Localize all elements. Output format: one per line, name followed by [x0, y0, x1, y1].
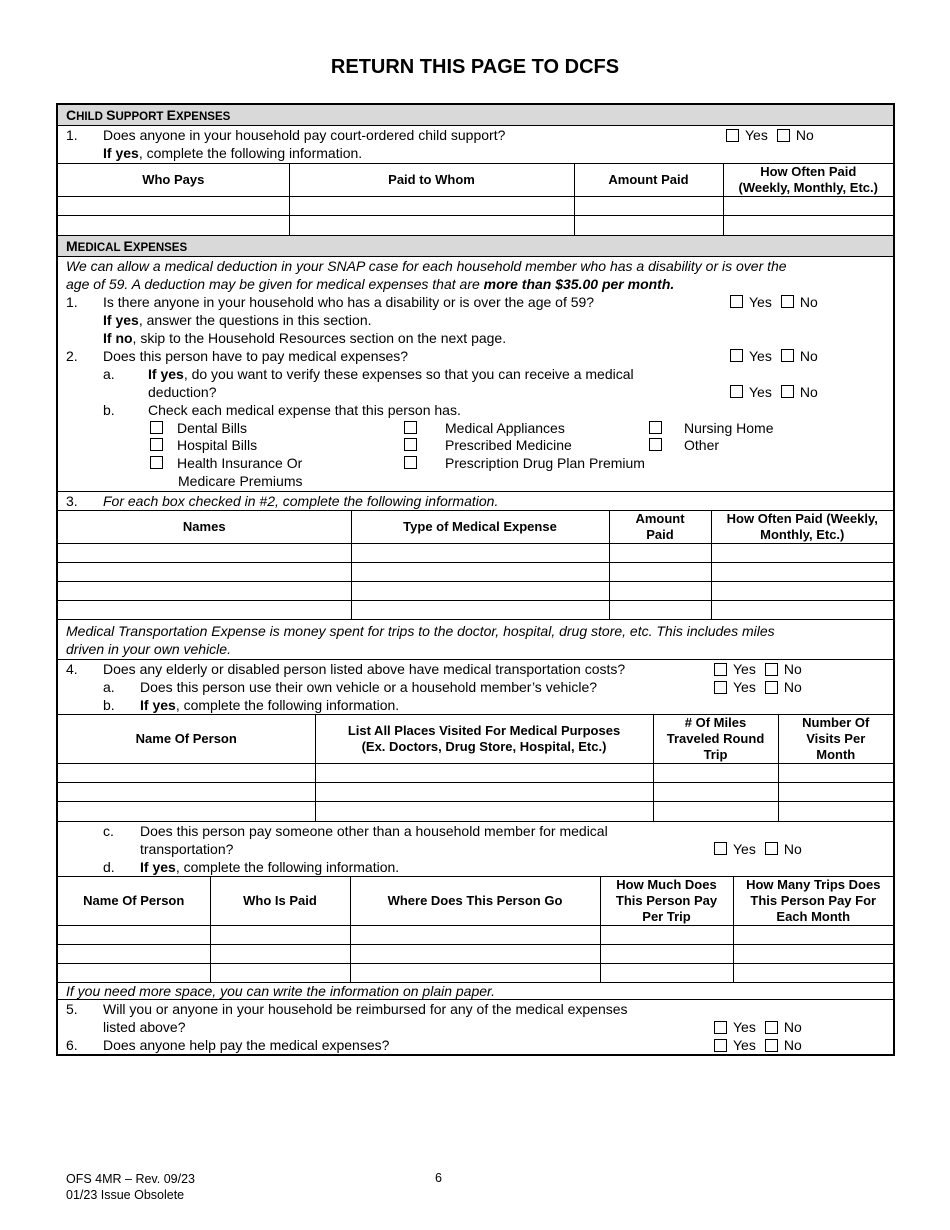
- footer: [66, 1171, 195, 1203]
- col-how-often-paid: How Often Paid (Weekly, Monthly, Etc.): [723, 164, 893, 197]
- table-cell[interactable]: [351, 600, 609, 619]
- med-q4d: d. If yes, complete the following information.: [103, 858, 400, 875]
- cs-q1-no-checkbox[interactable]: [777, 129, 790, 142]
- table-cell[interactable]: [733, 944, 893, 963]
- table-cell[interactable]: [574, 216, 723, 235]
- table-cell[interactable]: [58, 600, 351, 619]
- table-cell[interactable]: [58, 543, 351, 562]
- table-cell[interactable]: [58, 581, 351, 600]
- child-support-header: CHILD SUPPORT EXPENSES: [58, 105, 893, 126]
- table-cell[interactable]: [711, 543, 893, 562]
- table-cell[interactable]: [210, 963, 350, 982]
- med-q2a-line2: deduction? Yes No: [148, 383, 818, 400]
- table-cell[interactable]: [653, 764, 778, 783]
- col-who-pays: Who Pays: [58, 164, 289, 197]
- med-q1: 1. Is there anyone in your household who has a disability or is over the age of 59? Yes No: [66, 293, 818, 310]
- med-q2a-no-checkbox[interactable]: [781, 385, 794, 398]
- dental-bills-checkbox[interactable]: [150, 421, 163, 434]
- table-cell[interactable]: [289, 197, 574, 216]
- table-cell[interactable]: [609, 562, 711, 581]
- col-names: Names: [58, 511, 351, 544]
- drug-plan-premium-checkbox[interactable]: [404, 456, 417, 469]
- med-q4c-line2: transportation? Yes No: [140, 840, 802, 857]
- med-q2a: a. If yes, do you want to verify these expenses so that you can receive a medical: [103, 365, 634, 382]
- page-title: RETURN THIS PAGE TO DCFS: [330, 56, 620, 78]
- med-q1-no-checkbox[interactable]: [781, 295, 794, 308]
- table-cell[interactable]: [58, 216, 289, 235]
- table-cell[interactable]: [350, 963, 600, 982]
- med-q4c-yes-checkbox[interactable]: [714, 842, 727, 855]
- table-cell[interactable]: [711, 600, 893, 619]
- table-cell[interactable]: [350, 925, 600, 944]
- table-cell[interactable]: [58, 562, 351, 581]
- table-cell[interactable]: [289, 216, 574, 235]
- table-cell[interactable]: [58, 764, 315, 783]
- med-q4a-no-checkbox[interactable]: [765, 681, 778, 694]
- col-type-expense: Type of Medical Expense: [351, 511, 609, 544]
- med-q4-yes-checkbox[interactable]: [714, 663, 727, 676]
- med-q2b: b. Check each medical expense that this person has.: [103, 401, 461, 418]
- med-q5-yes-checkbox[interactable]: [714, 1021, 727, 1034]
- table-cell[interactable]: [778, 802, 893, 821]
- transport-places-table: [58, 714, 893, 822]
- table-cell[interactable]: [58, 925, 210, 944]
- col-miles: # Of Miles Traveled Round Trip: [653, 715, 778, 764]
- table-cell[interactable]: [723, 216, 893, 235]
- med-q6: 6. Does anyone help pay the medical expenses? Yes No: [66, 1037, 802, 1053]
- prescribed-medicine-checkbox[interactable]: [404, 438, 417, 451]
- col-name-of-person: Name Of Person: [58, 715, 315, 764]
- table-cell[interactable]: [733, 963, 893, 982]
- table-cell[interactable]: [653, 783, 778, 802]
- med-q4b: b. If yes, complete the following information.: [103, 697, 400, 713]
- table-cell[interactable]: [609, 600, 711, 619]
- table-cell[interactable]: [778, 764, 893, 783]
- page-number: 6: [435, 1171, 442, 1185]
- table-cell[interactable]: [574, 197, 723, 216]
- col-visits: Number Of Visits Per Month: [778, 715, 893, 764]
- med-q6-yes-checkbox[interactable]: [714, 1039, 727, 1052]
- med-q4a-yes-checkbox[interactable]: [714, 681, 727, 694]
- med-q2-yes-checkbox[interactable]: [730, 349, 743, 362]
- table-cell[interactable]: [58, 197, 289, 216]
- cs-q1-ifyes: If yes, complete the following information.: [103, 145, 363, 161]
- transport-paid-table: [58, 876, 893, 984]
- nursing-home-checkbox[interactable]: [649, 421, 662, 434]
- table-cell[interactable]: [315, 764, 653, 783]
- med-q6-no-checkbox[interactable]: [765, 1039, 778, 1052]
- form-id: OFS 4MR – Rev. 09/23: [66, 1172, 195, 1186]
- table-cell[interactable]: [600, 944, 733, 963]
- more-space-note: If you need more space, you can write the information on plain paper.: [58, 983, 893, 1000]
- med-q4c: c. Does this person pay someone other than a household member for medical: [103, 822, 608, 839]
- col-paid-to-whom: Paid to Whom: [289, 164, 574, 197]
- expense-checklist: Dental Bills Hospital Bills Health Insurance Or Medicare Premiums Medical Appliances Prescribed Medicine Prescription Drug Plan Premium Nursing Home Other: [58, 419, 893, 492]
- med-q5: 5. Will you or anyone in your household be reimbursed for any of the medical expenses: [66, 1001, 628, 1017]
- expense-label: Medicare Premiums: [178, 472, 303, 489]
- table-cell[interactable]: [600, 963, 733, 982]
- med-q4a: a. Does this person use their own vehicle or a household member’s vehicle? Yes No: [103, 679, 802, 695]
- obsolete-note: 01/23 Issue Obsolete: [66, 1188, 185, 1202]
- med-q3: 3. For each box checked in #2, complete the following information.: [66, 492, 499, 509]
- col-how-many-trips: How Many Trips Does This Person Pay For Each Month: [733, 877, 893, 926]
- table-cell[interactable]: [58, 783, 315, 802]
- hospital-bills-checkbox[interactable]: [150, 438, 163, 451]
- table-cell[interactable]: [778, 783, 893, 802]
- cs-table: [58, 163, 893, 236]
- col-how-often: How Often Paid (Weekly, Monthly, Etc.): [711, 511, 893, 544]
- med-q5-line2: listed above? Yes No: [103, 1019, 802, 1035]
- table-cell[interactable]: [711, 562, 893, 581]
- table-cell[interactable]: [315, 802, 653, 821]
- form: [56, 103, 895, 1056]
- col-who-is-paid: Who Is Paid: [210, 877, 350, 926]
- table-cell[interactable]: [723, 197, 893, 216]
- medical-expenses-header: MEDICAL EXPENSES: [58, 236, 893, 257]
- table-cell[interactable]: [653, 802, 778, 821]
- table-cell[interactable]: [711, 581, 893, 600]
- med-q2-no-checkbox[interactable]: [781, 349, 794, 362]
- medical-intro: We can allow a medical deduction in your SNAP case for each household member who has a disability or is over the age of 59. A deduction may be given for medical expenses that are more than $35.00 per month.: [66, 257, 787, 292]
- col-amount-paid: Amount Paid: [609, 511, 711, 544]
- col-where-go: Where Does This Person Go: [350, 877, 600, 926]
- table-cell[interactable]: [351, 581, 609, 600]
- med-q2: 2. Does this person have to pay medical expenses? Yes No: [66, 347, 818, 364]
- med-q4-no-checkbox[interactable]: [765, 663, 778, 676]
- table-cell[interactable]: [600, 925, 733, 944]
- med-q5-no-checkbox[interactable]: [765, 1021, 778, 1034]
- med-q2a-yes-checkbox[interactable]: [730, 385, 743, 398]
- med-q1-yes-checkbox[interactable]: [730, 295, 743, 308]
- table-cell[interactable]: [350, 944, 600, 963]
- table-cell[interactable]: [58, 944, 210, 963]
- table-cell[interactable]: [351, 562, 609, 581]
- col-name-of-person: Name Of Person: [58, 877, 210, 926]
- med-q1-ifyes: If yes, answer the questions in this section.: [103, 311, 372, 328]
- table-cell[interactable]: [58, 963, 210, 982]
- transport-intro: Medical Transportation Expense is money spent for trips to the doctor, hospital, drug store, etc. This includes miles driven in your own vehicle.: [58, 620, 893, 660]
- table-cell[interactable]: [210, 944, 350, 963]
- med-q4c-no-checkbox[interactable]: [765, 842, 778, 855]
- cs-q1: 1. Does anyone in your household pay court-ordered child support? Yes No: [66, 127, 814, 143]
- table-cell[interactable]: [733, 925, 893, 944]
- table-cell[interactable]: [609, 581, 711, 600]
- cs-q1-yes-checkbox[interactable]: [726, 129, 739, 142]
- col-places-visited: List All Places Visited For Medical Purposes (Ex. Doctors, Drug Store, Hospital, Etc.): [315, 715, 653, 764]
- table-cell[interactable]: [609, 543, 711, 562]
- table-cell[interactable]: [58, 802, 315, 821]
- medical-appliances-checkbox[interactable]: [404, 421, 417, 434]
- table-cell[interactable]: [315, 783, 653, 802]
- med-q1-ifno: If no, skip to the Household Resources section on the next page.: [103, 329, 507, 346]
- col-how-much: How Much Does This Person Pay Per Trip: [600, 877, 733, 926]
- table-cell[interactable]: [210, 925, 350, 944]
- table-cell[interactable]: [351, 543, 609, 562]
- other-expense-checkbox[interactable]: [649, 438, 662, 451]
- col-amount-paid: Amount Paid: [574, 164, 723, 197]
- medical-expense-table: [58, 510, 893, 621]
- health-insurance-checkbox[interactable]: [150, 456, 163, 469]
- med-q4: 4. Does any elderly or disabled person listed above have medical transportation costs? Yes No: [66, 661, 802, 677]
